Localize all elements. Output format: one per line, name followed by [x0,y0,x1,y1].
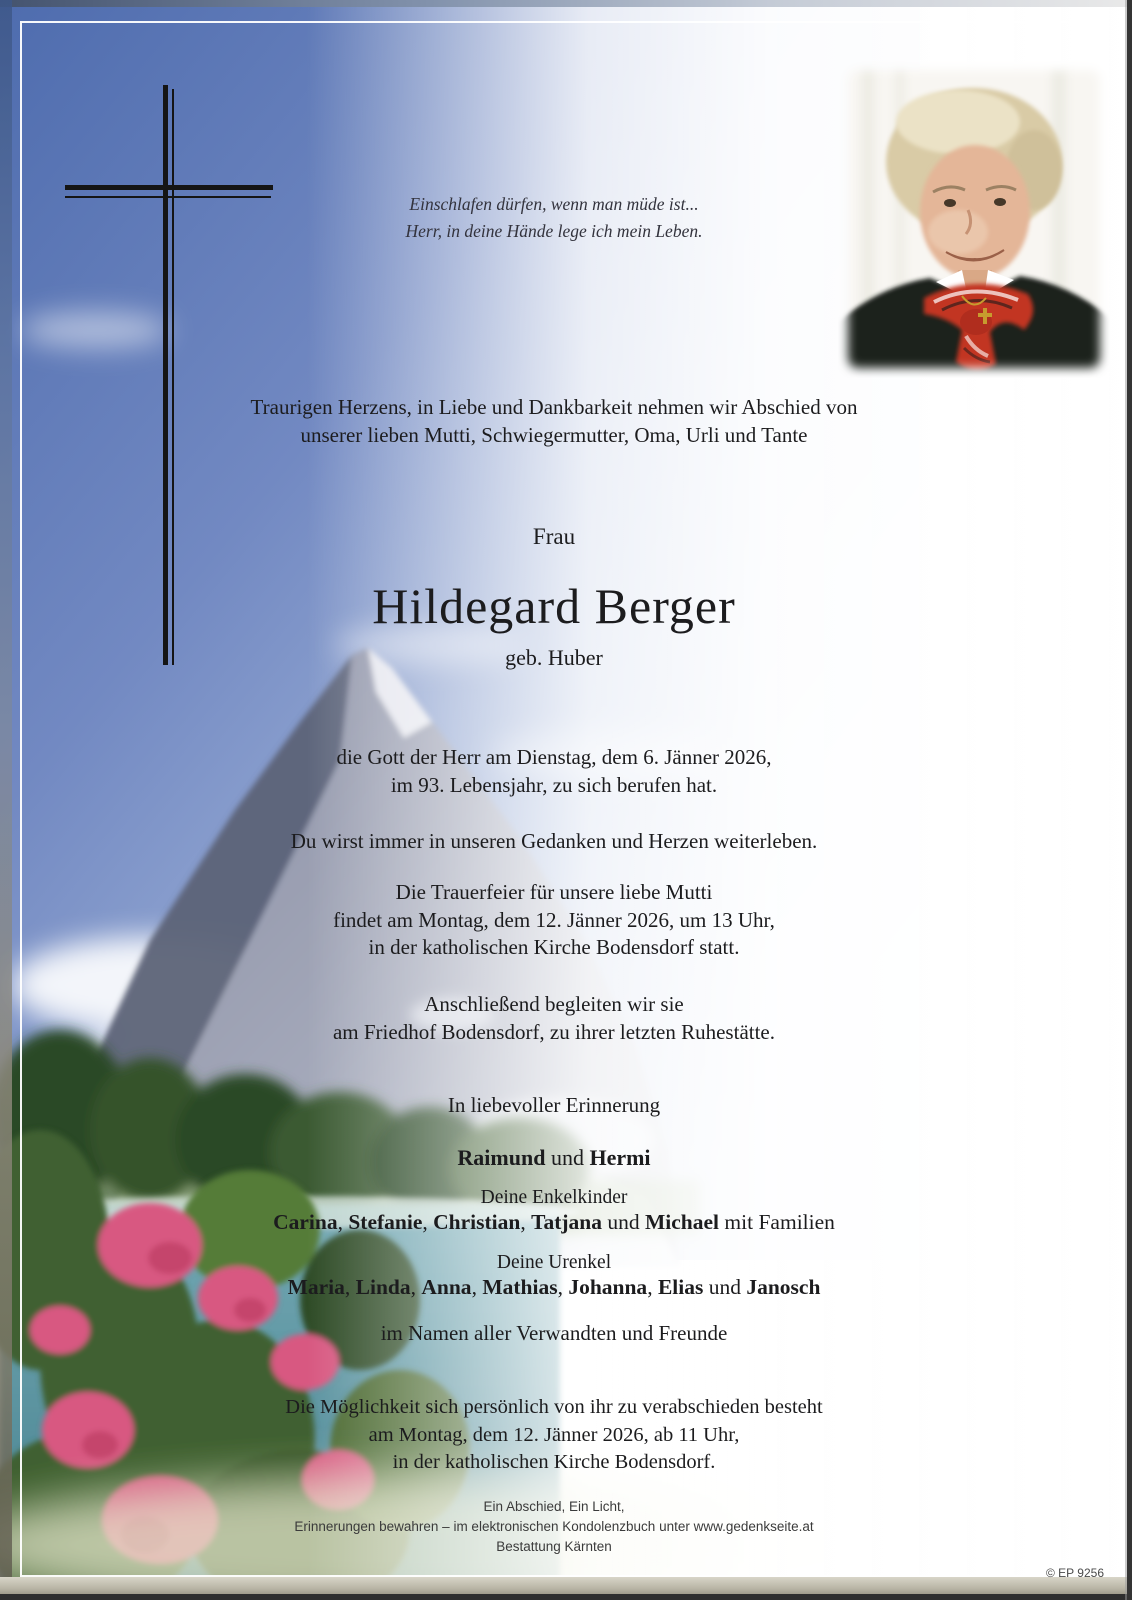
scan-edge-bottom-dark [0,1594,1132,1600]
burial-line: am Friedhof Bodensdorf, zu ihrer letzten Ruhestätte. [332,1019,776,1044]
footer [0,1497,1108,1557]
print-code: © EP 9256 [1046,1566,1104,1580]
viewing-line: Die Möglichkeit sich persönlich von ihr zu verabschieden besteht [285,1396,823,1418]
memorial-closing: im Namen aller Verwandten und Freunde [380,1321,728,1345]
deceased-name: Hildegard Berger [372,578,736,634]
scan-edge-bottom [0,1577,1132,1594]
burial-info [0,991,1108,1046]
quote-line: Einschlafen dürfen, wenn man müde ist... [409,194,699,214]
footer-line: Bestattung Kärnten [496,1539,612,1554]
salutation: Frau [532,524,576,549]
burial-line: Anschließend begleiten wir sie [424,992,684,1016]
children-names: Raimund und Hermi [457,1145,651,1170]
death-notice [0,744,1108,799]
opening-quote [0,191,1108,245]
intro-line: Traurigen Herzens, in Liebe und Dankbarkeit nehmen wir Abschied von [250,395,858,419]
maiden-name: geb. Huber [505,645,603,670]
funeral-line: Die Trauerfeier für unsere liebe Mutti [395,880,713,904]
intro-text [0,394,1108,449]
viewing-info [0,1394,1108,1477]
funeral-info [0,879,1108,962]
footer-line: Erinnerungen bewahren – im elektronischen Kondolenzbuch unter www.gedenkseite.at [294,1519,814,1534]
great-grandchildren-label: Deine Urenkel [496,1252,612,1273]
scan-edge-right [1127,0,1132,1600]
great-grandchildren-names: Maria, Linda, Anna, Mathias, Johanna, Elias und Janosch [287,1275,821,1299]
grandchildren-label: Deine Enkelkinder [480,1187,628,1208]
remembrance-line: Du wirst immer in unseren Gedanken und Herzen weiterleben. [290,829,818,853]
grandchildren-names: Carina, Stefanie, Christian, Tatjana und Michael mit Familien [273,1210,835,1234]
death-notice-line: im 93. Lebensjahr, zu sich berufen hat. [390,772,718,797]
funeral-line: findet am Montag, dem 12. Jänner 2026, um 13 Uhr, [333,907,775,932]
footer-line: Ein Abschied, Ein Licht, [483,1499,625,1514]
death-notice-line: die Gott der Herr am Dienstag, dem 6. Jänner 2026, [336,745,772,769]
viewing-line: am Montag, dem 12. Jänner 2026, ab 11 Uhr, [368,1423,740,1446]
intro-line: unserer lieben Mutti, Schwiegermutter, Oma, Urli und Tante [300,422,808,447]
quote-line: Herr, in deine Hände lege ich mein Leben. [405,221,703,241]
viewing-line: in der katholischen Kirche Bodensdorf. [392,1451,716,1473]
funeral-line: in der katholischen Kirche Bodensdorf statt. [368,935,740,959]
scan-edge-top [0,0,1132,7]
memorial-heading: In liebevoller Erinnerung [447,1093,661,1117]
